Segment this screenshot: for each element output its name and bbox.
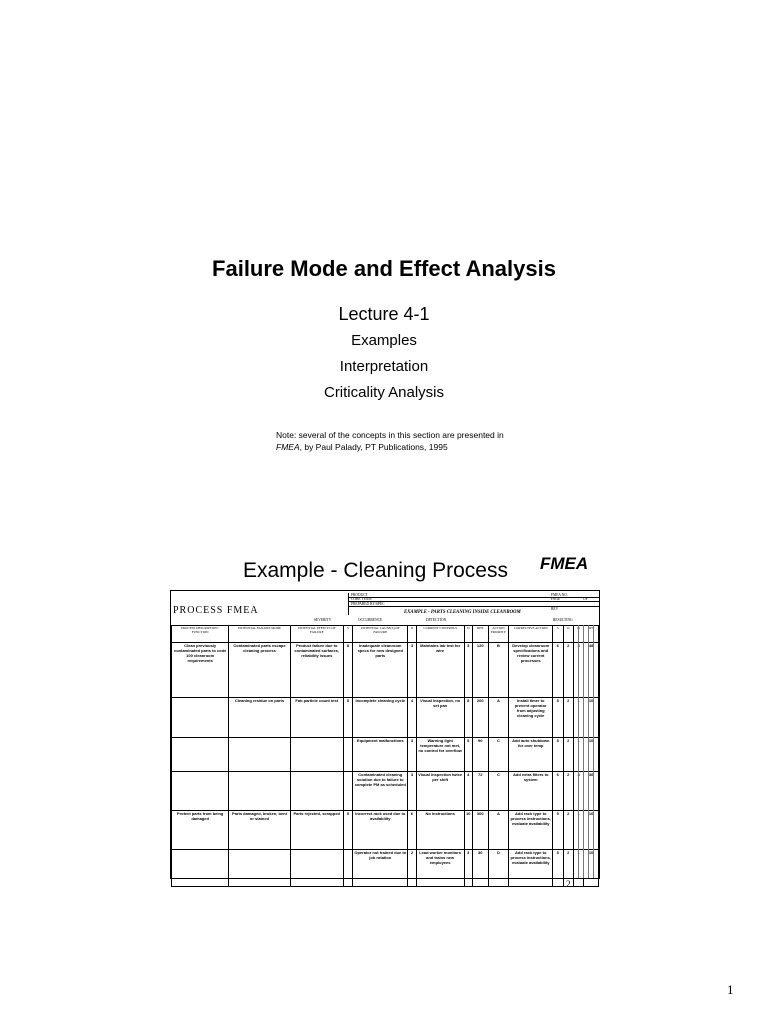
table-cell: 8 — [343, 643, 352, 698]
group-label: SEVERITY — [314, 618, 332, 622]
table-cell: Warning light temperature not met, no control for overflow — [416, 738, 464, 772]
table-cell: C — [488, 738, 509, 772]
table-row — [172, 738, 599, 772]
table-cell: 200 — [472, 698, 488, 738]
table-cell: Operator not trained due to job rotation — [353, 850, 408, 887]
note-book-title: FMEA — [276, 442, 300, 452]
table-cell: Install timer to prevent operator from adjusting cleaning cycle — [509, 698, 553, 738]
table-cell: 6 — [408, 811, 416, 850]
table-cell: Add auto shutdown for over temp — [509, 738, 553, 772]
table-cell: 120 — [472, 643, 488, 698]
table-cell — [290, 738, 343, 772]
slide-page-number: 2 — [566, 879, 571, 889]
table-cell: 1 — [573, 811, 583, 850]
table-cell: Fab particle count test — [290, 698, 343, 738]
column-header: O — [563, 626, 573, 643]
table-cell: B — [488, 643, 509, 698]
column-header: RPN — [472, 626, 488, 643]
table-cell: Incorrect rack used due to availability — [353, 811, 408, 850]
table-cell — [172, 850, 229, 887]
header-label: PREPARED BY/SPEC — [351, 602, 385, 606]
source-note — [276, 429, 504, 453]
table-cell: 3 — [573, 643, 583, 698]
table-cell: 3 — [408, 772, 416, 811]
table-cell: 6 — [553, 772, 563, 811]
topic-examples: Examples — [351, 332, 417, 349]
table-cell: 5 — [343, 698, 352, 738]
slide-title: Failure Mode and Effect Analysis — [212, 256, 556, 281]
table-cell: 72 — [472, 772, 488, 811]
table-cell: Incomplete cleaning cycle — [353, 698, 408, 738]
header-label: PAGE — [551, 597, 561, 601]
table-cell — [172, 738, 229, 772]
table-cell: Visual inspection twice per shift — [416, 772, 464, 811]
table-cell — [172, 772, 229, 811]
form-title: PROCESS FMEA — [173, 605, 259, 616]
table-cell: Maintains lab test for wire — [416, 643, 464, 698]
table-cell: 1 — [573, 850, 583, 887]
table-cell — [229, 772, 290, 811]
table-header-row — [172, 626, 599, 643]
document-page-number: 1 — [727, 982, 734, 997]
group-label: RESULTING — [553, 618, 573, 622]
group-label: DETECTION — [426, 618, 447, 622]
table-cell: 6 — [553, 643, 563, 698]
table-cell: 48 — [584, 643, 599, 698]
example-label: EXAMPLE - PARTS CLEANING INSIDE CLEANROOM — [404, 610, 521, 615]
table-cell: 2 — [408, 850, 416, 887]
table-cell: 3 — [573, 772, 583, 811]
table-cell: 8 — [464, 698, 472, 738]
column-header: RPN — [584, 626, 599, 643]
note-line-2: , by Paul Palady, PT Publications, 1995 — [299, 442, 448, 452]
column-header: POTENTIAL CAUSE(S) OF FAILURE — [353, 626, 408, 643]
slide-title: Example - Cleaning Process — [243, 559, 508, 582]
column-header: PROCESS DESCRIPTION / FUNCTION — [172, 626, 229, 643]
table-cell: Parts rejected, scrapped — [290, 811, 343, 850]
table-cell: 300 — [472, 811, 488, 850]
table-cell: 5 — [553, 738, 563, 772]
table-cell: Contaminated cleaning solution due to failure to complete PM as scheduled — [353, 772, 408, 811]
form-header-box — [348, 593, 600, 615]
table-row — [172, 811, 599, 850]
table-cell: 2 — [563, 850, 573, 887]
table-cell: 2 — [563, 772, 573, 811]
table-cell: 5 — [553, 698, 563, 738]
table-cell: 5 — [553, 850, 563, 887]
table-cell — [229, 850, 290, 887]
table-cell: 10 — [584, 811, 599, 850]
table-row — [172, 772, 599, 811]
table-cell: 5 — [343, 811, 352, 850]
table-cell: Parts damaged, broken, bent or stained — [229, 811, 290, 850]
lecture-label: Lecture 4-1 — [338, 304, 430, 324]
table-cell: Clean previously contaminated parts to code 100 cleanroom requirements — [172, 643, 229, 698]
table-cell: A — [488, 811, 509, 850]
table-cell: Add rack type to process instructions, evaluate availability — [509, 850, 553, 887]
column-header: O — [408, 626, 416, 643]
fmea-form — [170, 590, 600, 879]
column-header: S — [553, 626, 563, 643]
table-cell: 30 — [472, 850, 488, 887]
table-cell: Develop cleanroom specifications and review current processes — [509, 643, 553, 698]
table-cell: C — [488, 772, 509, 811]
table-cell: 2 — [563, 698, 573, 738]
table-cell — [172, 698, 229, 738]
table-cell: 2 — [563, 643, 573, 698]
table-cell: 4 — [408, 698, 416, 738]
table-cell: 1 — [573, 738, 583, 772]
table-cell: 3 — [464, 850, 472, 887]
table-cell: 10 — [464, 811, 472, 850]
table-cell: 4 — [464, 772, 472, 811]
table-cell: 36 — [584, 772, 599, 811]
table-cell: 3 — [408, 643, 416, 698]
table-cell — [290, 772, 343, 811]
table-cell: 10 — [584, 738, 599, 772]
table-cell: 10 — [584, 698, 599, 738]
header-label: FMEA NO. — [551, 593, 568, 597]
column-header: ACTION PRIORITY — [488, 626, 509, 643]
table-cell: A — [488, 698, 509, 738]
table-cell — [290, 850, 343, 887]
header-label: REV. — [551, 607, 559, 611]
table-cell: Cleaning residue on parts — [229, 698, 290, 738]
table-cell: 5 — [464, 738, 472, 772]
group-label: OCCURRENCE — [358, 618, 383, 622]
table-cell — [343, 850, 352, 887]
table-cell: D — [488, 850, 509, 887]
table-cell: 5 — [553, 811, 563, 850]
table-cell: Product failure due to contaminated surfaces, reliability issues — [290, 643, 343, 698]
table-cell: 3 — [464, 643, 472, 698]
table-cell: 2 — [563, 811, 573, 850]
table-cell — [229, 738, 290, 772]
table-cell: Equipment malfunctions — [353, 738, 408, 772]
table-cell — [343, 738, 352, 772]
table-cell: 2 — [563, 738, 573, 772]
table-row — [172, 698, 599, 738]
column-header: POTENTIAL EFFECTS OF FAILURE — [290, 626, 343, 643]
table-cell: Protect parts from being damaged — [172, 811, 229, 850]
column-header: D — [573, 626, 583, 643]
column-header: D — [464, 626, 472, 643]
table-cell — [343, 772, 352, 811]
topic-interpretation: Interpretation — [339, 358, 429, 375]
column-header: CORRECTIVE ACTION — [509, 626, 553, 643]
topic-criticality: Criticality Analysis — [323, 384, 445, 401]
table-cell: Lead worker monitors and trains new employees — [416, 850, 464, 887]
header-label: CORE TEAM — [351, 597, 372, 601]
header-label: OF — [583, 597, 588, 601]
table-cell: 10 — [584, 850, 599, 887]
table-cell: Add rack type to process instructions, evaluate availability — [509, 811, 553, 850]
column-header: POTENTIAL FAILURE MODE — [229, 626, 290, 643]
header-label: PRODUCT — [351, 593, 368, 597]
table-row — [172, 850, 599, 887]
table-cell: Visual inspection, no set pan — [416, 698, 464, 738]
table-cell: Add extra filters to system — [509, 772, 553, 811]
table-cell: 3 — [408, 738, 416, 772]
note-line-1: Note: several of the concepts in this section are presented in — [276, 430, 504, 440]
table-cell: 1 — [573, 698, 583, 738]
column-header: S — [343, 626, 352, 643]
table-cell: Contaminated parts escape cleaning process — [229, 643, 290, 698]
column-header: CURRENT CONTROLS — [416, 626, 464, 643]
table-cell: 90 — [472, 738, 488, 772]
table-cell: Inadequate cleanroom specs for new designed parts — [353, 643, 408, 698]
fmea-tag: FMEA — [540, 554, 589, 573]
fmea-table — [171, 625, 599, 887]
table-row — [172, 643, 599, 698]
table-cell: No instructions — [416, 811, 464, 850]
